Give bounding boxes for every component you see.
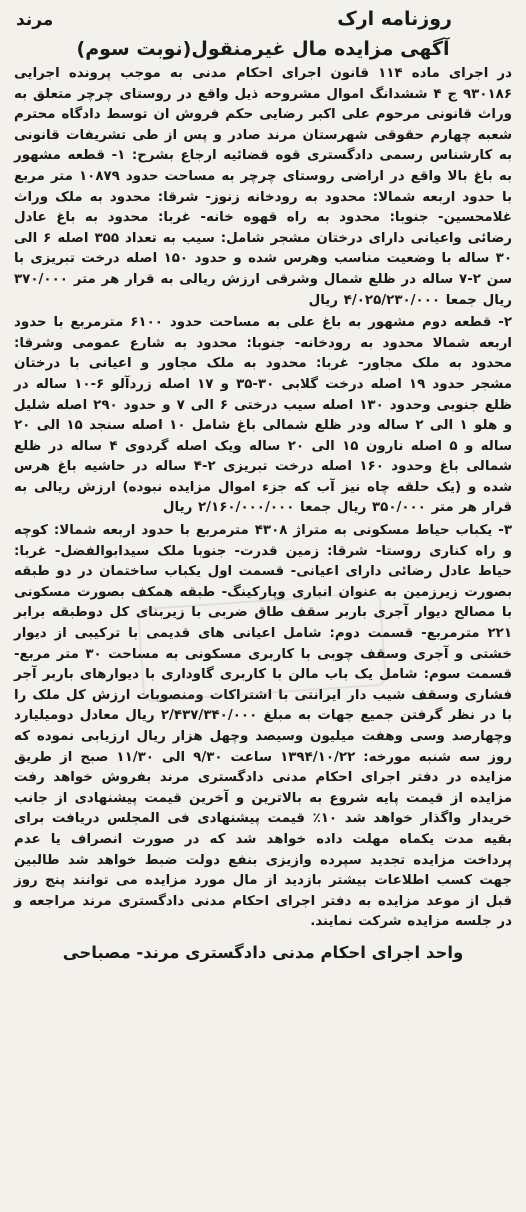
notice-paragraph-1: در اجرای ماده ۱۱۴ قانون اجرای احکام مدنی به موجب پرونده اجرایی ۹۳۰۱۸۶ ج ۴ ششدانگ اموال مشروحه ذیل واقع در روستای چرچر متعلق به وراث قانونی مرحوم علی اکبر رضایی حکم فروش ان توسط دادگاه محترم شعبه چهارم حقوقی شهرستان مرند صادر و پس از طی تشریفات قانونی به کارشناس رسمی دادگستری قوه قضائیه ارجاع بشرح: ۱- قطعه مشهور به باغ بالا واقع در اراضی روستای چرچر به مساحت حدود ۱۰۸۷۹ متر مربع با حدود اربعه شمالا: محدود به رودخانه زنوز- شرقا: محدود به ملک وراث غلامحسین- جنوبا: محدود به راه قهوه خانه- غربا: محدود به باغ عادل رضائی واعیانی دارای درختان مشجر شامل: سیب به تعداد ۳۵۵ اصله ۶ الی ۳۰ ساله با وضعیت مناسب وهرس شده و حدود ۱۵۰ اصله درخت تبریزی با سن ۲-۷ ساله در ظلع شمال وشرقی ارزش ریالی به قرار هر متر ۳۷۰/۰۰۰ ریال جمعا ۴/۰۲۵/۲۳۰/۰۰۰ ریال (14, 66, 512, 308)
clipping-header (14, 6, 512, 36)
notice-body (14, 64, 512, 933)
notice-paragraph-3: ۳- یکباب حیاط مسکونی به متراژ ۴۳۰۸ مترمربع با حدود اربعه شمالا: کوچه و راه کناری روستا- شرقا: زمین قدرت- جنوبا ملک سیدابوالفضل- غربا: حیاط عادل رضائی دارای اعیانی- قسمت اول یکباب ساختمان در دو طبقه بصورت زیرزمین به عنوان انباری وپارکینگ- طبقه همکف بصورت مسکونی با مصالح دیوار آجری باربر سقف طاق ضربی با زیربنای کل دوطبقه برابر ۲۲۱ مترمربع- قسمت دوم: شامل اعیانی های قدیمی با ترکیبی از دیوار خشتی و آجری وسقف چوبی با کاربری مسکونی به مساحت ۳۰ متر مربع- قسمت سوم: شامل یک باب مالن با کاربری گاوداری با دیوارهای باربر آجر فشاری وسقف شیب دار ایرانتی با اشتراکات ومنصوبات ارزش کل ملک را با در نظر گرفتن جمیع جهات به مبلغ ۲/۴۳۷/۳۴۰/۰۰۰ ریال معادل دومیلیارد وچهارصد وسی وهفت میلیون وسیصد وچهل هزار ریال ارزیابی نموده که روز سه شنبه مورخه: ۱۳۹۴/۱۰/۲۲ ساعت ۹/۳۰ الی ۱۱/۳۰ صبح از طریق مزایده در دفتر اجرای احکام مدنی دادگستری مرند بفروش خواهد رفت مزایده از قیمت پایه شروع به بالاترین و آخرین قیمت پیشنهادی از جانب خریدار واگذار خواهد شد ۱۰٪ قیمت پیشنهادی فی المجلس دریافت برای بقیه مدت یکماه مهلت داده خواهد شد که در صورت انصراف یا عدم پرداخت مزایده تجدید سپرده وازیزی بنفع دولت ضبط خواهد شد طالبین جهت کسب اطلاعات بیشتر بازدید از مال مورد مزایده می توانند پنج روز قبل از موعد مزایده به دفتر اجرای احکام مدنی دادگستری مرند مراجعه و در جلسه مزایده شرکت نمایند. (14, 523, 512, 930)
city-name: مرند (16, 10, 54, 30)
notice-title: آگهی مزایده مال غیرمنقول(نوبت سوم) (76, 38, 450, 60)
notice-paragraph-2: ۲- قطعه دوم مشهور به باغ علی به مساحت حدود ۶۱۰۰ مترمربع با حدود اربعه شمالا محدود به رودخانه- جنوبا: محدود به شارع عمومی وشرقا: محدود به ملک مجاور- غربا: محدود به ملک مجاور و اعیانی با درختان مشجر حدود ۱۹ اصله درخت گلابی ۳۰-۳۵ و ۱۷ اصله زردآلو ۶-۱۰ ساله در ظلع جنوبی وحدود ۱۳۰ اصله سیب درختی ۶ الی ۷ و حدود ۲۹۰ اصله شلیل و هلو ۱ الی ۲ ساله ودر ظلع شمالی باغ شامل ۱۰ اصله سنجد ۱۵ الی ۲۰ ساله و ۵ اصله نارون ۱۵ الی ۲۰ ساله ویک اصله گردوی ۴ ساله در ظلع شمالی باغ وحدود ۱۶۰ اصله درخت تبریزی ۲-۴ ساله در حاشیه باغ هرس شده و (یک حلقه چاه نیز آب که جزء اموال مزایده نبوده) ارزش ریالی به قرار هر متر ۳۵۰/۰۰۰ ریال جمعا ۲/۱۶۰/۰۰۰/۰۰۰ ریال (14, 315, 513, 516)
newspaper-name: روزنامه ارک (337, 8, 452, 30)
notice-signature: واحد اجرای احکام مدنی دادگستری مرند- مصباحی (62, 942, 464, 962)
